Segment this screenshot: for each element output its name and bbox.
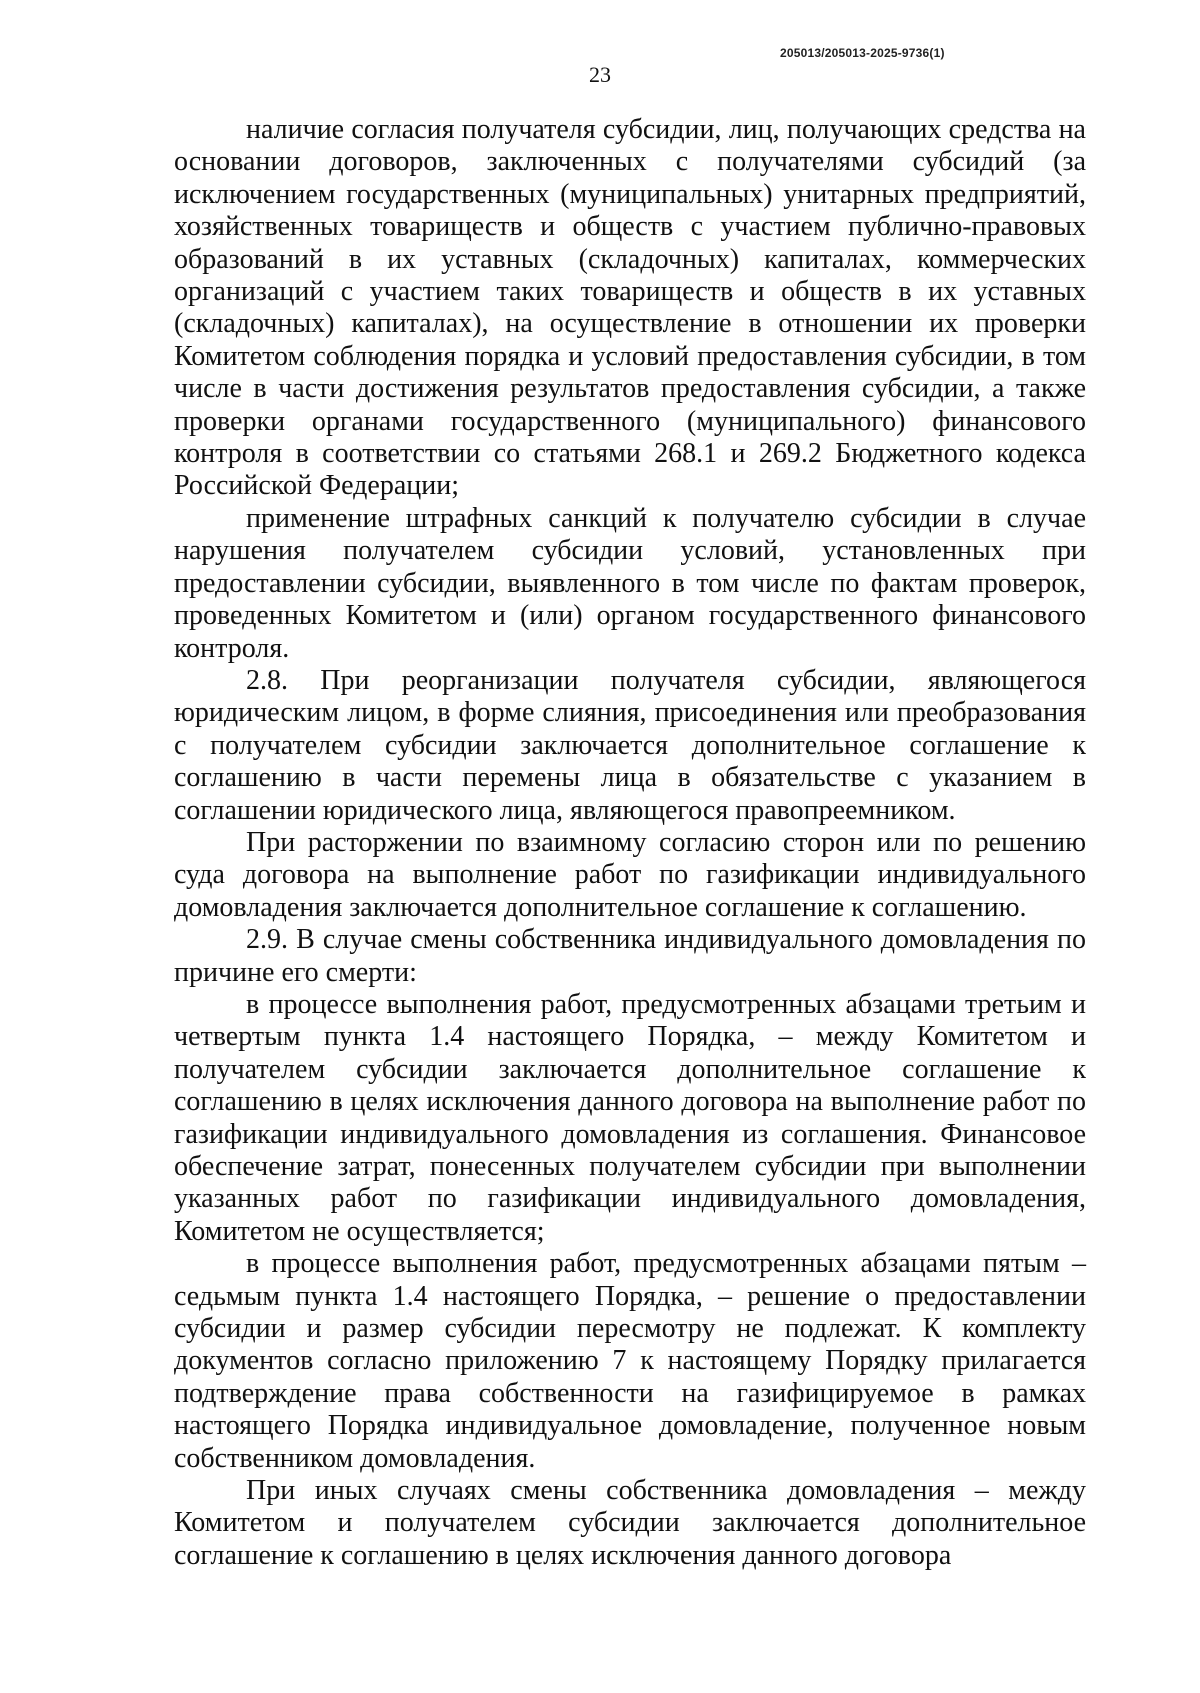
paragraph-2-8-reorganization: 2.8. При реорганизации получателя субсидии, являющегося юридическим лицом, в форме слияния, присоединения или преобразования с получателем субсидии заключается дополнительное соглашение к соглашению в части перемены лица в обязательстве с указанием в соглашении юридического лица, являющегося правопреемником. [174,664,1086,826]
paragraph-consent-inspection: наличие согласия получателя субсидии, лиц, получающих средства на основании договоров, заключенных с получателями субсидий (за исключением государственных (муниципальных) унитарных предприятий, хозяйственных товариществ и обществ с участием публично-правовых образований в их уставных (складочных) капиталах, коммерческих организаций с участием таких товариществ и обществ в их уставных (складочных) капиталах), на осуществление в отношении их проверки Комитетом соблюдения порядка и условий предоставления субсидии, в том числе в части достижения результатов предоставления субсидии, а также проверки органами государственного (муниципального) финансового контроля в соответствии со статьями 268.1 и 269.2 Бюджетного кодекса Российской Федерации; [174,114,1086,502]
paragraph-contract-termination: При расторжении по взаимному согласию сторон или по решению суда договора на выполнение работ по газификации индивидуального домовладения заключается дополнительное соглашение к соглашению. [174,826,1086,923]
paragraph-penalties: применение штрафных санкций к получателю субсидии в случае нарушения получателем субсидии условий, установленных при предоставлении субсидии, выявленного в том числе по фактам проверок, проведенных Комитетом и (или) органом государственного финансового контроля. [174,502,1086,664]
paragraph-2-9-owner-change: 2.9. В случае смены собственника индивидуального домовладения по причине его смерти: [174,924,1086,988]
paragraph-works-fifth-seventh: в процессе выполнения работ, предусмотренных абзацами пятым – седьмым пункта 1.4 настоящего Порядка, – решение о предоставлении субсидии и размер субсидии пересмотру не подлежат. К комплекту документов согласно приложению 7 к настоящему Порядку прилагается подтверждение права собственности на газифицируемое в рамках настоящего Порядка индивидуальное домовладение, полученное новым собственником домовладения. [174,1248,1086,1474]
document-body [174,114,1086,1572]
paragraph-other-cases: При иных случаях смены собственника домовладения – между Комитетом и получателем субсидии заключается дополнительное соглашение к соглашению в целях исключения данного договора [174,1475,1086,1571]
page-number: 23 [589,62,611,87]
document-id: 205013/205013-2025-9736(1) [780,46,945,60]
paragraph-works-third-fourth: в процессе выполнения работ, предусмотренных абзацами третьим и четвертым пункта 1.4 настоящего Порядка, – между Комитетом и получателем субсидии заключается дополнительное соглашение к соглашению в целях исключения данного договора на выполнение работ по газификации индивидуального домовладения из соглашения. Финансовое обеспечение затрат, понесенных получателем субсидии при выполнении указанных работ по газификации индивидуального домовладения, Комитетом не осуществляется; [174,988,1086,1247]
